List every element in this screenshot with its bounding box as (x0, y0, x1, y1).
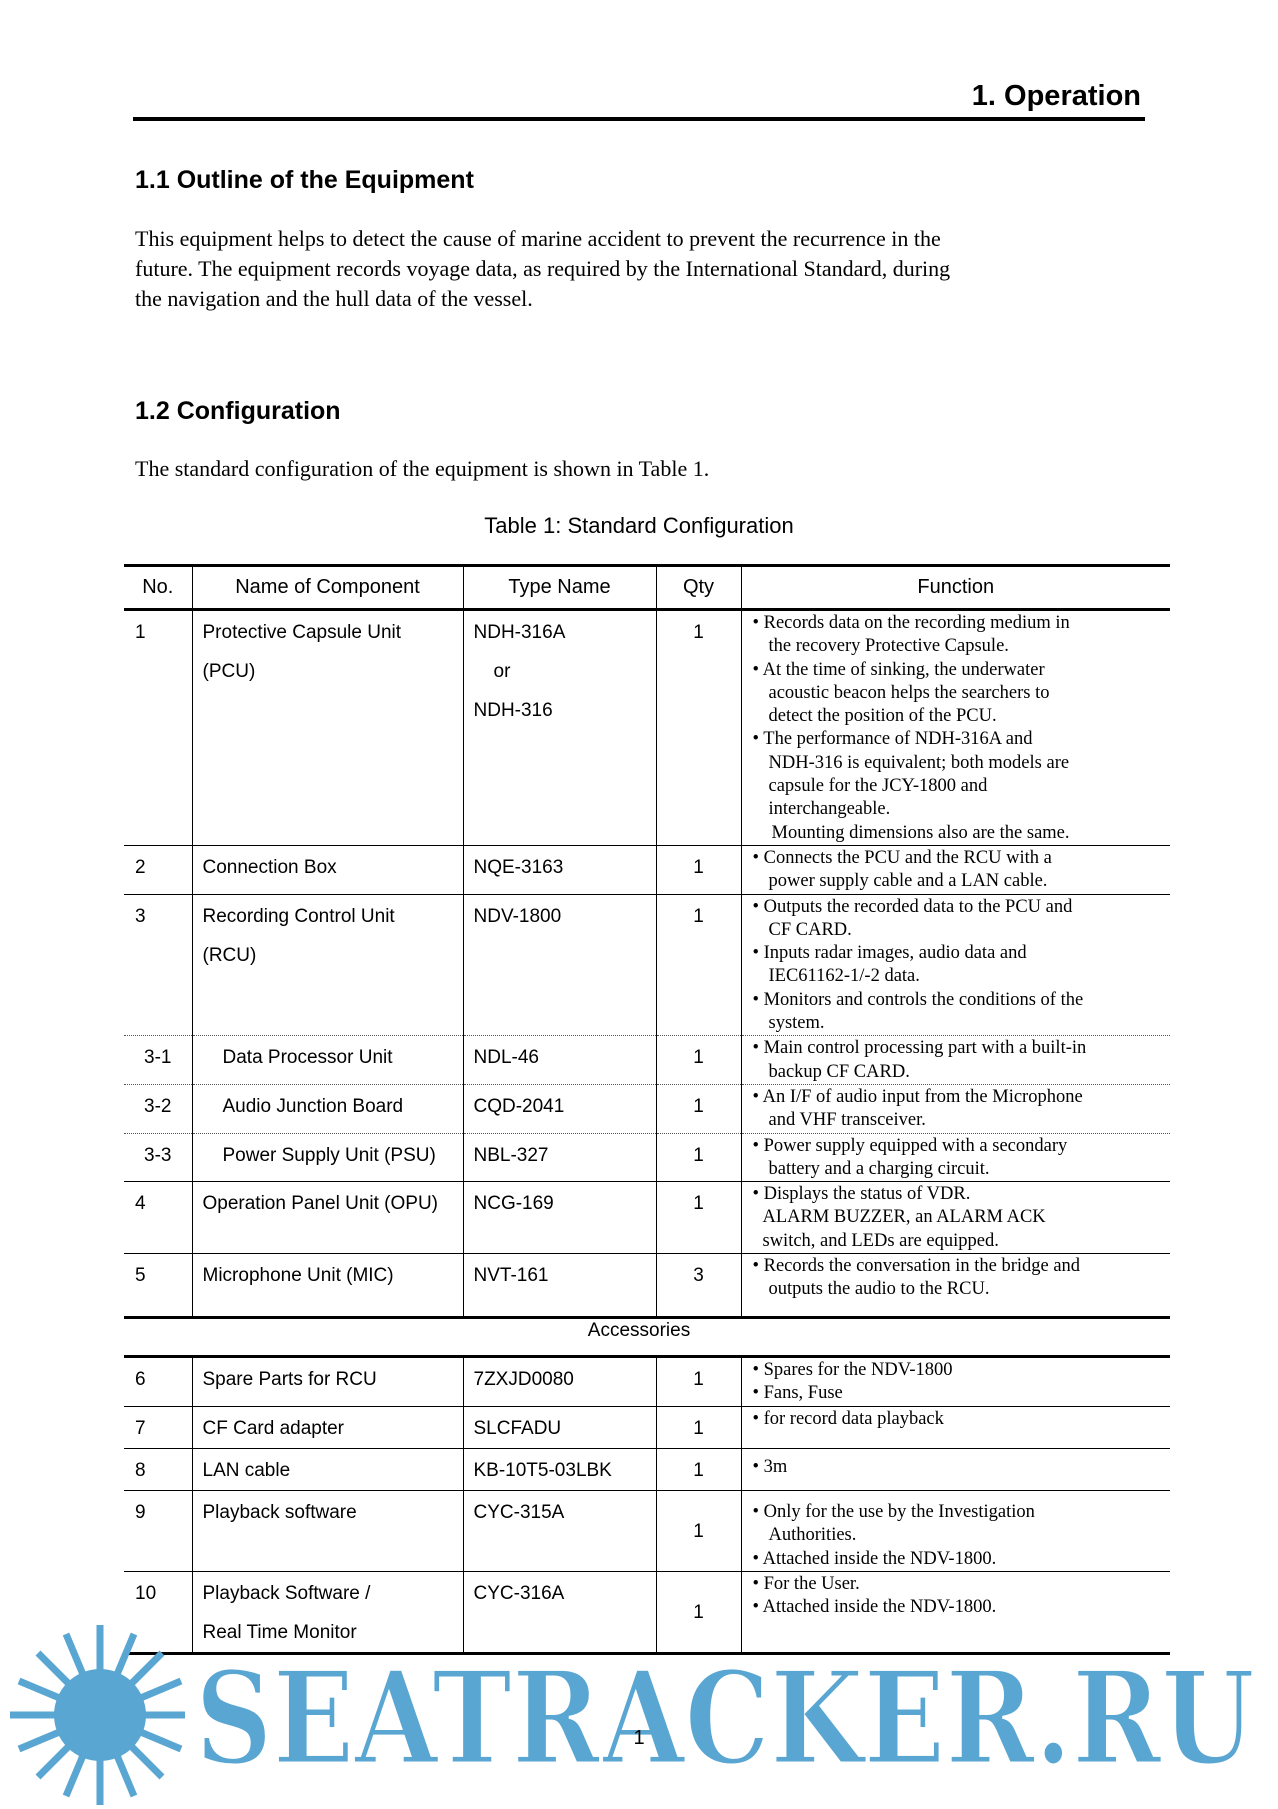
cell-name: Data Processor Unit (192, 1036, 463, 1085)
cell-type: NDV-1800 (463, 894, 656, 1036)
name-line: Protective Capsule Unit (202, 622, 402, 643)
function-line: • Spares for the NDV-1800 (752, 1360, 953, 1380)
function-line: outputs the audio to the RCU. (768, 1279, 990, 1300)
cell-type: NBL-327 (463, 1133, 656, 1182)
function-line: • Attached inside the NDV-1800. (752, 1548, 997, 1569)
cell-type: CQD-2041 (463, 1084, 656, 1133)
table-row (124, 1182, 1170, 1254)
cell-qty: 1 (656, 1491, 741, 1572)
cell-no: 9 (124, 1491, 192, 1572)
cell-no: 6 (124, 1357, 192, 1407)
cell-qty: 1 (656, 1407, 741, 1449)
cell-name: CF Card adapter (192, 1407, 463, 1449)
cell-no: 4 (124, 1182, 192, 1254)
table-row (124, 1133, 1170, 1182)
cell-qty: 1 (656, 1357, 741, 1407)
table-row (124, 1036, 1170, 1085)
function-line: • Records data on the recording medium in (752, 613, 1070, 633)
cell-no: 3-3 (124, 1133, 192, 1182)
table-row (124, 1254, 1170, 1318)
function-line: ALARM BUZZER, an ALARM ACK (762, 1207, 1046, 1228)
function-line: • for record data playback (752, 1409, 944, 1429)
table-caption: Table 1: Standard Configuration (484, 513, 794, 538)
function-line: and VHF transceiver. (768, 1110, 926, 1131)
function-line: • Connects the PCU and the RCU with a (752, 847, 1052, 868)
header-type: Type Name (463, 566, 656, 610)
cell-function (741, 1491, 1170, 1572)
cell-function (741, 1036, 1170, 1085)
cell-no: 1 (124, 610, 192, 846)
cell-name: Playback software (192, 1491, 463, 1572)
cell-function (741, 894, 1170, 1036)
cell-name: LAN cable (192, 1449, 463, 1491)
table-header-row (124, 566, 1170, 610)
cell-qty: 1 (656, 1449, 741, 1491)
watermark-text: SEATRACKER.RU (195, 1644, 1255, 1794)
cell-type: CYC-315A (463, 1491, 656, 1572)
function-line: Authorities. (768, 1525, 857, 1546)
function-line: • Monitors and controls the conditions of the (752, 989, 1084, 1010)
cell-name (192, 610, 463, 846)
table-row (124, 894, 1170, 1036)
function-line: • For the User. (752, 1573, 860, 1594)
name-line: Recording Control Unit (202, 905, 395, 927)
outline-line: the navigation and the hull data of the vessel. (135, 286, 533, 311)
cell-qty: 1 (656, 1084, 741, 1133)
function-line: interchangeable. (768, 799, 891, 820)
name-line: (RCU) (202, 944, 257, 966)
function-line: • Power supply equipped with a secondary (752, 1135, 1068, 1156)
function-line: acoustic beacon helps the searchers to (768, 682, 1050, 703)
function-line: • Outputs the recorded data to the PCU and (752, 896, 1073, 917)
cell-qty: 1 (656, 610, 741, 846)
cell-type (463, 610, 656, 846)
function-line: power supply cable and a LAN cable. (768, 871, 1048, 892)
function-line: system. (768, 1013, 825, 1034)
outline-paragraph (135, 224, 1135, 314)
function-line: NDH-316 is equivalent; both models are (768, 752, 1070, 773)
cell-no: 3 (124, 894, 192, 1036)
function-line: backup CF CARD. (768, 1061, 910, 1082)
function-line: • Inputs radar images, audio data and (752, 943, 1027, 964)
seatracker-watermark (0, 1620, 1278, 1809)
cell-name: Connection Box (192, 845, 463, 894)
function-line: • Main control processing part with a built-in (752, 1038, 1087, 1059)
cell-qty: 1 (656, 1571, 741, 1653)
table-row (124, 845, 1170, 894)
outline-line: future. The equipment records voyage data, as required by the International Standard, during (135, 256, 951, 281)
type-line: NDH-316A (473, 622, 566, 643)
function-line: • Records the conversation in the bridge and (752, 1256, 1081, 1277)
cell-no: 3-1 (124, 1036, 192, 1085)
function-line: Mounting dimensions also are the same. (771, 822, 1070, 843)
cell-name: Spare Parts for RCU (192, 1357, 463, 1407)
cell-type: NQE-3163 (463, 845, 656, 894)
cell-type: NVT-161 (463, 1254, 656, 1318)
configuration-table (124, 564, 1170, 1319)
cell-function (741, 1084, 1170, 1133)
chapter-title: 1. Operation (971, 80, 1141, 112)
cell-type: CYC-316A (463, 1571, 656, 1653)
name-line: (PCU) (202, 661, 256, 682)
cell-qty: 1 (656, 845, 741, 894)
configuration-intro: The standard configuration of the equipment is shown in Table 1. (135, 456, 710, 481)
cell-no: 2 (124, 845, 192, 894)
outline-line: This equipment helps to detect the cause of marine accident to prevent the recurrence in the (135, 226, 941, 251)
table-row (124, 610, 1170, 846)
name-line: Playback Software / (202, 1582, 371, 1604)
function-line: switch, and LEDs are equipped. (762, 1230, 999, 1251)
cell-function (741, 1133, 1170, 1182)
cell-type: NCG-169 (463, 1182, 656, 1254)
table-row (124, 1357, 1170, 1407)
cell-function (741, 1357, 1170, 1407)
header-name: Name of Component (192, 566, 463, 610)
cell-type: SLCFADU (463, 1407, 656, 1449)
chapter-rule (133, 117, 1145, 121)
function-line: • The performance of NDH-316A and (752, 729, 1033, 750)
function-line: • Only for the use by the Investigation (752, 1502, 1035, 1522)
table-row (124, 1491, 1170, 1572)
name-line: Real Time Monitor (202, 1621, 357, 1643)
function-line: detect the position of the PCU. (768, 706, 997, 727)
accessories-table (124, 1355, 1170, 1655)
function-line: • Displays the status of VDR. (752, 1184, 971, 1205)
function-line: • Attached inside the NDV-1800. (752, 1597, 997, 1618)
function-line: CF CARD. (768, 919, 852, 940)
cell-qty: 1 (656, 1182, 741, 1254)
cell-function (741, 1182, 1170, 1254)
page-number: 1 (633, 1727, 645, 1749)
cell-function (741, 1407, 1170, 1449)
cell-qty: 1 (656, 1036, 741, 1085)
section-heading-configuration: 1.2 Configuration (135, 397, 341, 425)
function-line: IEC61162-1/-2 data. (768, 966, 920, 987)
cell-no: 7 (124, 1407, 192, 1449)
cell-function (741, 845, 1170, 894)
cell-function (741, 610, 1170, 846)
cell-type: 7ZXJD0080 (463, 1357, 656, 1407)
sun-icon (10, 1625, 185, 1805)
cell-no: 8 (124, 1449, 192, 1491)
cell-qty: 3 (656, 1254, 741, 1318)
cell-function (741, 1254, 1170, 1318)
cell-name: Power Supply Unit (PSU) (192, 1133, 463, 1182)
cell-name: Microphone Unit (MIC) (192, 1254, 463, 1318)
function-line: • Fans, Fuse (752, 1383, 843, 1404)
cell-type: KB-10T5-03LBK (463, 1449, 656, 1491)
cell-name: Audio Junction Board (192, 1084, 463, 1133)
cell-name: Operation Panel Unit (OPU) (192, 1182, 463, 1254)
function-line: battery and a charging circuit. (768, 1158, 990, 1179)
cell-function (741, 1449, 1170, 1491)
cell-type: NDL-46 (463, 1036, 656, 1085)
table-row (124, 1084, 1170, 1133)
cell-qty: 1 (656, 1133, 741, 1182)
function-line: the recovery Protective Capsule. (768, 636, 1009, 657)
type-line: NDH-316 (473, 700, 553, 721)
table-row (124, 1449, 1170, 1491)
type-line: or (493, 661, 511, 682)
header-function: Function (741, 566, 1170, 610)
section-heading-outline: 1.1 Outline of the Equipment (135, 166, 474, 194)
function-line: • At the time of sinking, the underwater (752, 659, 1045, 680)
cell-no: 10 (124, 1571, 192, 1653)
cell-no: 3-2 (124, 1084, 192, 1133)
function-line: • An I/F of audio input from the Microphone (752, 1086, 1083, 1107)
function-line: capsule for the JCY-1800 and (768, 776, 988, 797)
header-qty: Qty (656, 566, 741, 610)
cell-name (192, 894, 463, 1036)
cell-no: 5 (124, 1254, 192, 1318)
table-row (124, 1407, 1170, 1449)
header-no: No. (124, 566, 192, 610)
cell-qty: 1 (656, 894, 741, 1036)
function-line: • 3m (752, 1457, 788, 1477)
accessories-label: Accessories (587, 1320, 691, 1341)
